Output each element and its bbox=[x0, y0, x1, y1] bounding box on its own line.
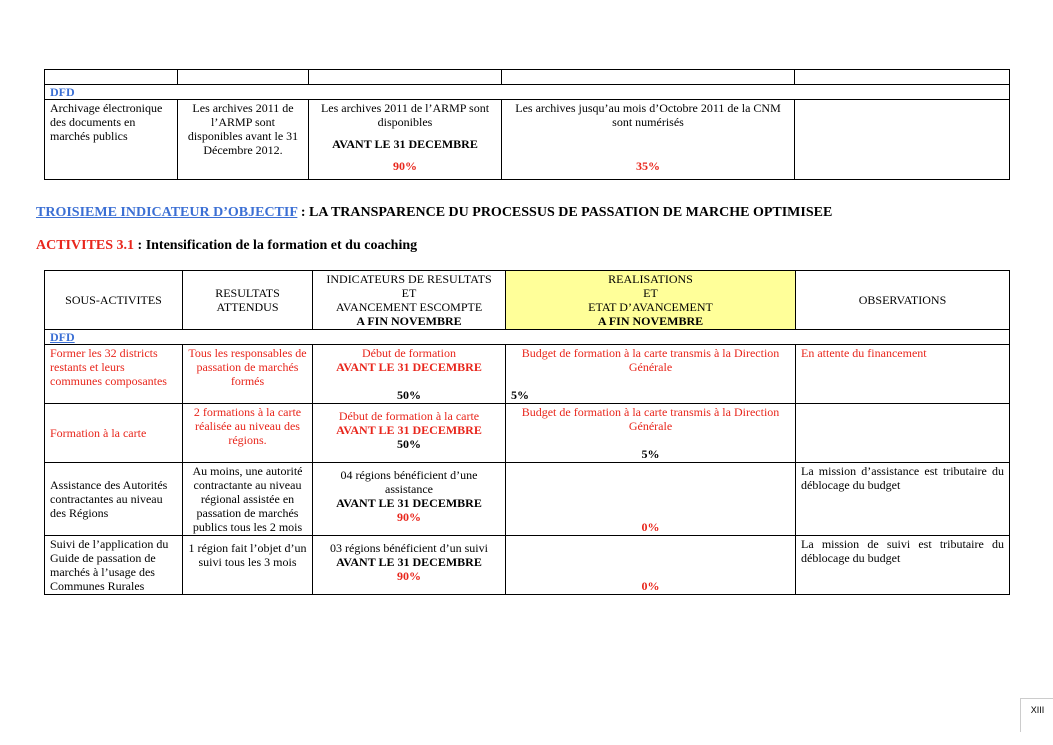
sous-activite-cell: Assistance des Autorités contractantes au niveau des Régions bbox=[45, 463, 183, 536]
section-label: DFD bbox=[45, 330, 1010, 345]
activities-table bbox=[44, 270, 1010, 595]
indicateur-text: Les archives 2011 de l’ARMP sont disponibles bbox=[320, 101, 490, 129]
target-percent: 90% bbox=[393, 159, 417, 173]
sous-activite-cell: Former les 32 districts restants et leurs communes composantes bbox=[45, 345, 183, 404]
indicateur-cell bbox=[313, 463, 506, 536]
observation-cell: La mission de suivi est tributaire du déblocage du budget bbox=[796, 536, 1010, 595]
indicateur-cell bbox=[313, 536, 506, 595]
header-sous-activites: SOUS-ACTIVITES bbox=[45, 271, 183, 330]
table-row bbox=[45, 536, 1010, 595]
resultats-cell: Tous les responsables de passation de marchés formés bbox=[183, 345, 313, 404]
resultats-cell: Au moins, une autorité contractante au niveau régional assistée en passation de marchés publics tous les 2 mois bbox=[183, 463, 313, 536]
realisation-percent: 5% bbox=[511, 388, 529, 402]
indicateur-text: Début de formation à la carte bbox=[338, 409, 480, 423]
realisation-cell bbox=[502, 100, 795, 180]
activity-title: : Intensification de la formation et du coaching bbox=[134, 238, 418, 253]
header-row bbox=[45, 271, 1010, 330]
deadline-text: AVANT LE 31 DECEMBRE bbox=[336, 423, 482, 437]
table-row bbox=[45, 404, 1010, 463]
header-resultats bbox=[183, 271, 313, 330]
table-row bbox=[45, 463, 1010, 536]
target-percent: 50% bbox=[397, 437, 421, 451]
section-row bbox=[45, 330, 1010, 345]
observation-cell bbox=[795, 100, 1010, 180]
resultats-cell: Les archives 2011 de l’ARMP sont disponibles avant le 31 Décembre 2012. bbox=[178, 100, 309, 180]
target-percent: 50% bbox=[397, 388, 421, 402]
resultats-cell: 1 région fait l’objet d’un suivi tous les 3 mois bbox=[183, 536, 313, 595]
deadline-text: AVANT LE 31 DECEMBRE bbox=[336, 555, 482, 569]
realisation-cell bbox=[506, 463, 796, 536]
observation-cell bbox=[796, 404, 1010, 463]
activity-heading bbox=[36, 238, 417, 254]
sous-activite-cell: Suivi de l’application du Guide de passation de marchés à l’usage des Communes Rurales bbox=[45, 536, 183, 595]
indicateur-cell bbox=[309, 100, 502, 180]
target-percent: 90% bbox=[397, 510, 421, 524]
deadline-text: AVANT LE 31 DECEMBRE bbox=[336, 360, 482, 374]
observation-cell: En attente du financement bbox=[796, 345, 1010, 404]
header-resultats-l1: RESULTATS bbox=[215, 286, 280, 300]
deadline-text: AVANT LE 31 DECEMBRE bbox=[332, 137, 478, 151]
header-indicateurs-l4: A FIN NOVEMBRE bbox=[356, 314, 462, 328]
header-realisations-l3: ETAT D’AVANCEMENT bbox=[588, 300, 713, 314]
sous-activite-cell: Archivage électronique des documents en marchés publics bbox=[45, 100, 178, 180]
observation-cell: La mission d’assistance est tributaire du déblocage du budget bbox=[796, 463, 1010, 536]
indicateur-cell bbox=[313, 404, 506, 463]
deadline-text: AVANT LE 31 DECEMBRE bbox=[336, 496, 482, 510]
header-realisations-l1: REALISATIONS bbox=[608, 272, 693, 286]
realisation-text: Budget de formation à la carte transmis à la Direction Générale bbox=[521, 346, 780, 374]
archive-table bbox=[44, 69, 1010, 180]
realisation-percent: 35% bbox=[636, 159, 660, 173]
realisation-percent: 0% bbox=[641, 520, 660, 534]
header-observations: OBSERVATIONS bbox=[796, 271, 1010, 330]
table-row bbox=[45, 100, 1010, 180]
indicator-link[interactable]: TROISIEME INDICATEUR D’OBJECTIF bbox=[36, 205, 298, 220]
header-resultats-l2: ATTENDUS bbox=[216, 300, 279, 314]
realisation-percent: 0% bbox=[641, 579, 660, 593]
indicateur-text: 03 régions bénéficient d’un suivi bbox=[330, 541, 488, 555]
section-label: DFD bbox=[45, 85, 1010, 100]
page-number: XIII bbox=[1020, 698, 1053, 732]
header-realisations bbox=[506, 271, 796, 330]
realisation-text: Budget de formation à la carte transmis à la Direction Générale bbox=[521, 405, 780, 433]
realisation-cell bbox=[506, 536, 796, 595]
sous-activite-cell: Formation à la carte bbox=[45, 404, 183, 463]
realisation-cell bbox=[506, 345, 796, 404]
resultats-cell: 2 formations à la carte réalisée au niveau des régions. bbox=[183, 404, 313, 463]
indicateur-cell bbox=[313, 345, 506, 404]
indicator-heading bbox=[36, 205, 832, 221]
header-indicateurs bbox=[313, 271, 506, 330]
section-row bbox=[45, 85, 1010, 100]
realisation-cell bbox=[506, 404, 796, 463]
header-indicateurs-l1: INDICATEURS DE RESULTATS bbox=[326, 272, 492, 286]
header-realisations-l2: ET bbox=[643, 286, 658, 300]
indicateur-text: 04 régions bénéficient d’une assistance bbox=[340, 468, 478, 496]
header-realisations-l4: A FIN NOVEMBRE bbox=[597, 314, 704, 328]
header-indicateurs-l2: ET bbox=[401, 286, 417, 300]
realisation-text: Les archives jusqu’au mois d’Octobre 2011 de la CNM sont numérisés bbox=[515, 101, 781, 129]
indicateur-text: Début de formation bbox=[362, 346, 456, 360]
table-row bbox=[45, 345, 1010, 404]
blank-row bbox=[45, 70, 1010, 85]
header-indicateurs-l3: AVANCEMENT ESCOMPTE bbox=[335, 300, 483, 314]
activity-label: ACTIVITES 3.1 bbox=[36, 238, 135, 253]
realisation-percent: 5% bbox=[641, 447, 660, 461]
target-percent: 90% bbox=[397, 569, 421, 583]
indicator-title: : LA TRANSPARENCE DU PROCESSUS DE PASSATION DE MARCHE OPTIMISEE bbox=[297, 205, 833, 220]
